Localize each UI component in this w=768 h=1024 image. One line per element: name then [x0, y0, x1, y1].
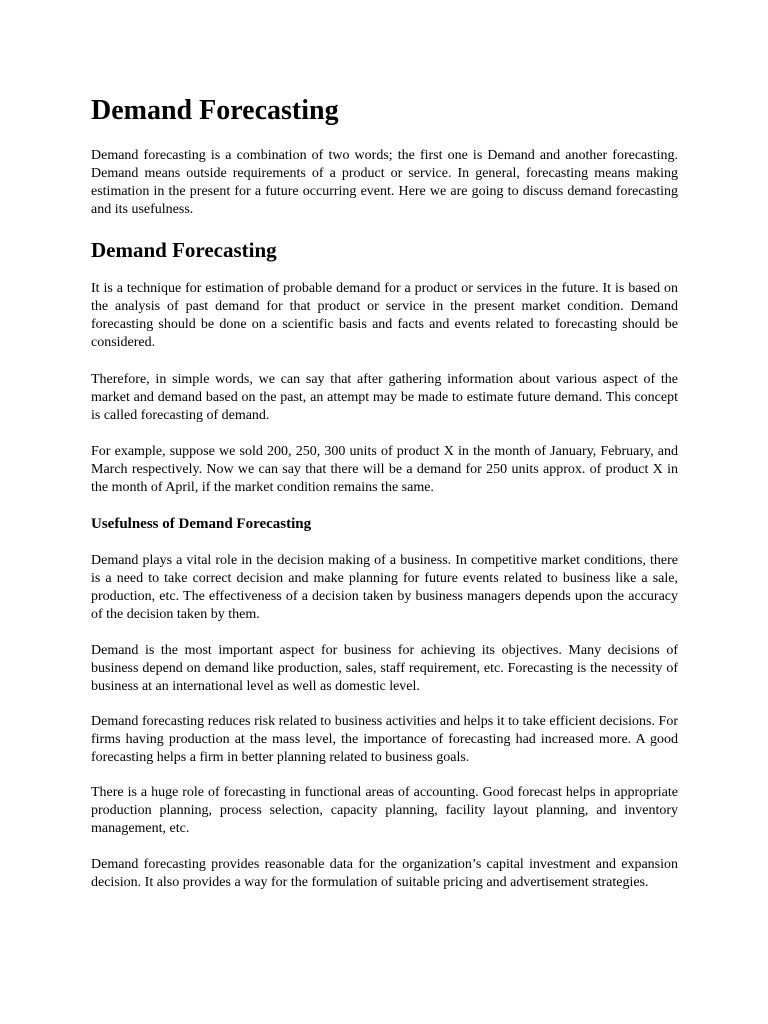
usefulness-paragraph-4: There is a huge role of forecasting in functional areas of accounting. Good forecast helps in appropriate production planning, process selection, capacity planning, facility layout planning, and inventory management, etc. — [91, 785, 678, 836]
section-paragraph-1: It is a technique for estimation of probable demand for a product or services in the future. It is based on the analysis of past demand for that product or service in the present market condition. Demand forecasting should be done on a scientific basis and facts and events related to forecasting should be considered. — [91, 281, 678, 350]
section-heading: Demand Forecasting — [91, 238, 277, 262]
usefulness-paragraph-3: Demand forecasting reduces risk related to business activities and helps it to take efficient decisions. For firms having production at the mass level, the importance of forecasting had increased more. A good forecasting helps a firm in better planning related to business goals. — [91, 714, 678, 765]
section-paragraph-2: Therefore, in simple words, we can say that after gathering information about various aspect of the market and demand based on the past, an attempt may be made to estimate future demand. This concept is called forecasting of demand. — [91, 372, 678, 423]
usefulness-paragraph-2: Demand is the most important aspect for business for achieving its objectives. Many decisions of business depend on demand like production, sales, staff requirement, etc. Forecasting is the necessity of business at an international level as well as domestic level. — [91, 643, 678, 694]
section-paragraph-3: For example, suppose we sold 200, 250, 300 units of product X in the month of January, February, and March respectively. Now we can say that there will be a demand for 250 units approx. of product X in the month of April, if the market condition remains the same. — [91, 444, 678, 495]
usefulness-paragraph-5: Demand forecasting provides reasonable data for the organization’s capital investment and expansion decision. It also provides a way for the formulation of suitable pricing and advertisement strategies. — [91, 857, 678, 890]
usefulness-paragraph-1: Demand plays a vital role in the decision making of a business. In competitive market conditions, there is a need to take correct decision and make planning for future events related to business like a sale, production, etc. The effectiveness of a decision taken by business managers depends upon the accuracy of the decision taken by them. — [91, 553, 678, 622]
document-title: Demand Forecasting — [91, 95, 339, 126]
intro-paragraph: Demand forecasting is a combination of two words; the first one is Demand and another forecasting. Demand means outside requirements of a product or service. In general, forecasting means making estimation in the present for a future occurring event. Here we are going to discuss demand forecasting and its usefulness. — [91, 148, 678, 217]
usefulness-heading: Usefulness of Demand Forecasting — [91, 516, 312, 532]
